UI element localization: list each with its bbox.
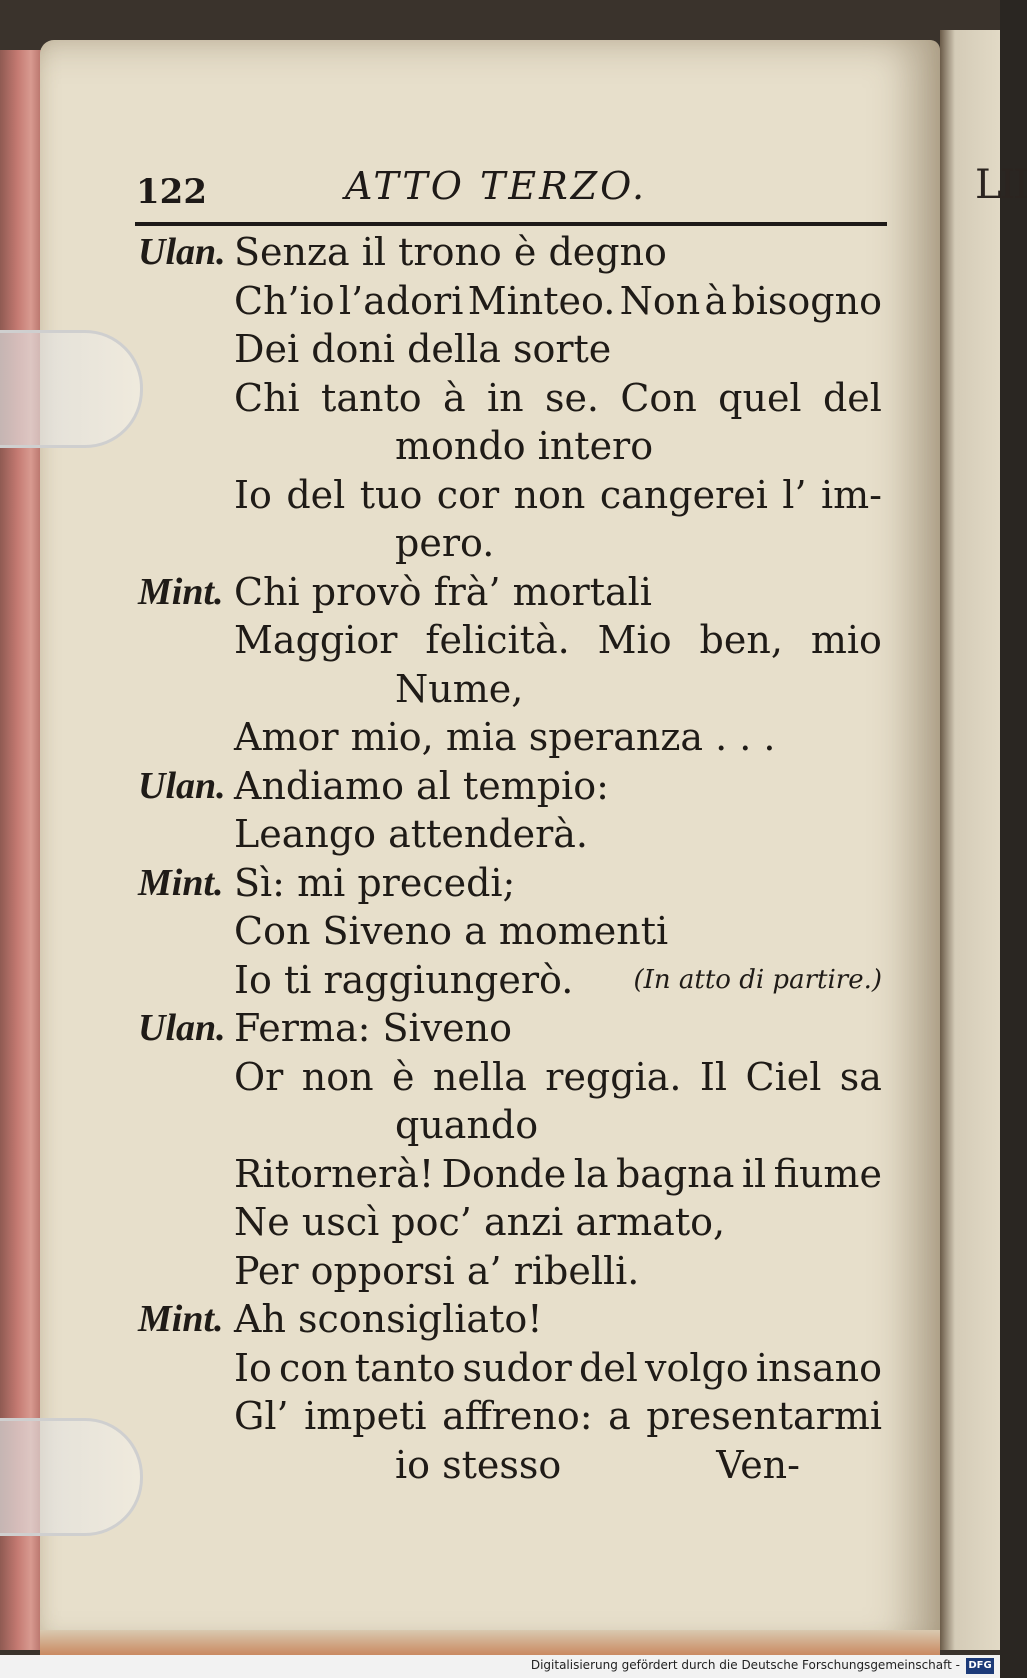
verse-line: [130, 1101, 900, 1150]
verse-text: Con Siveno a momenti: [234, 909, 669, 953]
header-rule: [135, 222, 887, 226]
verse-text: Senza il trono è degno: [234, 230, 667, 274]
verse-text: Io con tanto sudor del volgo insano: [234, 1345, 882, 1390]
verse-line: [130, 1441, 900, 1490]
verse-line: [130, 1198, 900, 1247]
page-bottom-edge: [40, 1630, 940, 1656]
verse-text: pero.: [395, 521, 495, 565]
verse-line: [130, 422, 900, 471]
verse-text: quando: [395, 1103, 539, 1147]
verse-text: Ferma: Siveno: [234, 1006, 513, 1050]
speaker-name: Mint.: [138, 570, 224, 613]
verse-line: [130, 762, 900, 811]
verse-text: Amor mio, mia speranza . . .: [234, 715, 776, 759]
verse-line: [130, 665, 900, 714]
page-clip-bottom: [0, 1418, 143, 1536]
verse-text: Per opporsi a’ ribelli.: [234, 1248, 640, 1293]
verse-line: [130, 1004, 900, 1053]
verse-line: [130, 713, 900, 762]
verse-line: [130, 568, 900, 617]
verse-line: [130, 1247, 900, 1296]
verse-line: [130, 277, 900, 326]
verse-text: [234, 956, 882, 1005]
verse-line: [130, 956, 900, 1005]
verse-text: Io del tuo cor non cangerei l’ im-: [234, 472, 882, 517]
verse-line: [130, 325, 900, 374]
page-block-edge: [0, 50, 44, 1650]
facing-page-fragment: LII: [975, 162, 1027, 208]
verse-text: Io ti raggiungerò.: [234, 957, 574, 1002]
verse-text: mondo intero: [395, 424, 654, 468]
speaker-name: Mint.: [138, 861, 224, 904]
verse-line: [130, 1053, 900, 1102]
verse-line: [130, 810, 900, 859]
verse-text: io stesso: [395, 1442, 562, 1487]
verse-text: Gl’ impeti affreno: a presentarmi: [234, 1394, 882, 1438]
verse-text: Maggior felicità. Mio ben, mio: [234, 618, 882, 662]
page-clip-top: [0, 330, 143, 448]
verse-text: Ah sconsigliato!: [234, 1297, 543, 1341]
verse-text: Dei doni della sorte: [234, 327, 612, 371]
verse-text: Sì: mi precedi;: [234, 860, 516, 905]
facing-page-edge: [940, 30, 1000, 1650]
act-title: ATTO TERZO.: [345, 164, 648, 208]
dfg-logo: DFG: [966, 1658, 994, 1674]
verse-text: Leango attenderà.: [234, 812, 589, 856]
speaker-name: Mint.: [138, 1298, 224, 1340]
libretto-text: [130, 228, 900, 1489]
verse-text: [395, 1441, 800, 1490]
speaker-name: Ulan.: [138, 1007, 226, 1049]
verse-text: Nume,: [395, 666, 524, 711]
verse-text: Or non è nella reggia. Il Ciel sa: [234, 1054, 882, 1099]
funding-credit: Digitalisierung gefördert durch die Deutsche Forschungsgemeinschaft -: [530, 1658, 960, 1672]
stage-direction: (In atto di partire.): [633, 964, 882, 995]
speaker-name: Ulan.: [138, 764, 226, 807]
verse-line: [130, 374, 900, 423]
verse-line: [130, 1392, 900, 1441]
verse-text: Ne uscì poc’ anzi armato,: [234, 1200, 726, 1244]
verse-line: [130, 519, 900, 568]
verse-line: [130, 1344, 900, 1393]
running-head: [130, 160, 890, 220]
verse-line: [130, 1150, 900, 1199]
verse-line: [130, 228, 900, 277]
verse-line: [130, 471, 900, 520]
verse-text: Andiamo al tempio:: [234, 763, 609, 808]
verse-line: [130, 616, 900, 665]
verse-line: [130, 859, 900, 908]
verse-text: Ritornerà! Donde la bagna il fiume: [234, 1151, 882, 1196]
catchword: Ven-: [716, 1442, 800, 1487]
verse-text: Ch’io l’adori Minteo. Non à bisogno: [234, 278, 882, 323]
verse-text: Chi provò frà’ mortali: [234, 569, 652, 614]
verse-line: [130, 1295, 900, 1344]
speaker-name: Ulan.: [138, 231, 226, 273]
page-number: 122: [136, 172, 207, 212]
verse-line: [130, 907, 900, 956]
footer-bar: [0, 1655, 1000, 1678]
verse-text: Chi tanto à in se. Con quel del: [234, 375, 882, 420]
